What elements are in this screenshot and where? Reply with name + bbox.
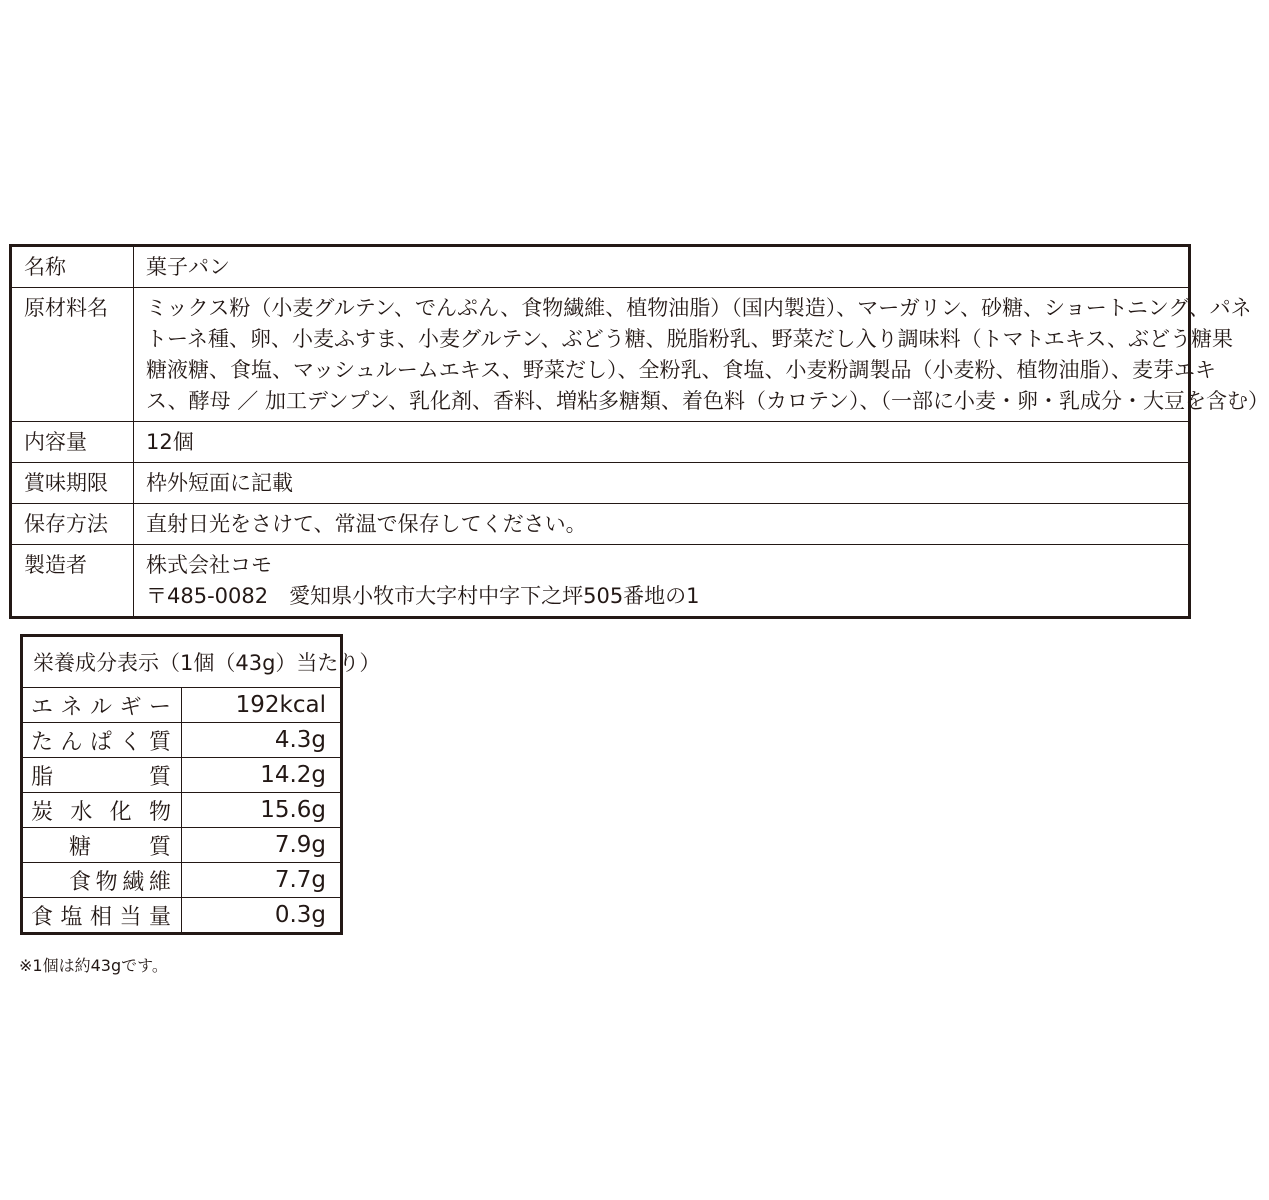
nutrition-row-fat	[22, 758, 342, 793]
nutrient-value: 14.2g	[182, 758, 342, 793]
nutrient-value: 0.3g	[182, 898, 342, 934]
nutrition-row-sugar	[22, 828, 342, 863]
nutrition-row-protein	[22, 723, 342, 758]
info-row-storage	[11, 504, 1190, 545]
maker-label: 製造者	[11, 545, 134, 618]
nutrient-value: 192kcal	[182, 688, 342, 723]
nutrient-label: 食塩相当量	[22, 898, 182, 934]
info-row-maker	[11, 545, 1190, 618]
nutrient-label: 炭水化物	[22, 793, 182, 828]
storage-label: 保存方法	[11, 504, 134, 545]
info-row-expiry	[11, 463, 1190, 504]
info-row-ingredients	[11, 288, 1190, 422]
nutrient-value: 15.6g	[182, 793, 342, 828]
content-value: 12個	[134, 422, 1190, 463]
nutrition-title: 栄養成分表示（1個（43g）当たり）	[22, 636, 342, 688]
content-label: 内容量	[11, 422, 134, 463]
nutrient-label: 食物繊維	[22, 863, 182, 898]
nutrient-value: 7.9g	[182, 828, 342, 863]
nutrition-row-energy	[22, 688, 342, 723]
ingredients-line: ミックス粉（小麦グルテン、でんぷん、食物繊維、植物油脂）（国内製造）、マーガリン、砂糖、ショートニング、パネ	[146, 296, 1252, 320]
nutrition-row-salt	[22, 898, 342, 934]
maker-company: 株式会社コモ	[146, 553, 272, 577]
storage-value: 直射日光をさけて、常温で保存してください。	[134, 504, 1190, 545]
info-row-name	[11, 246, 1190, 288]
ingredients-label: 原材料名	[11, 288, 134, 422]
name-label: 名称	[11, 246, 134, 288]
nutrient-value: 7.7g	[182, 863, 342, 898]
nutrition-row-carbohydrate	[22, 793, 342, 828]
ingredients-value	[134, 288, 1269, 422]
nutrient-label: エネルギー	[22, 688, 182, 723]
ingredients-line: 糖液糖、食塩、マッシュルームエキス、野菜だし）、全粉乳、食塩、小麦粉調製品（小麦粉、植物油脂）、麦芽エキ	[146, 358, 1216, 382]
nutrient-label: 脂質	[22, 758, 182, 793]
expiry-value: 枠外短面に記載	[134, 463, 1190, 504]
maker-address: 〒485-0082 愛知県小牧市大字村中字下之坪505番地の1	[146, 584, 700, 608]
nutrient-label: たんぱく質	[22, 723, 182, 758]
ingredients-line: ス、酵母 ／ 加工デンプン、乳化剤、香料、増粘多糖類、着色料（カロテン）、（一部に小麦・卵・乳成分・大豆を含む）	[146, 389, 1269, 413]
nutrition-footnote: ※1個は約43gです。	[19, 956, 168, 975]
nutrient-label: 糖質	[22, 828, 182, 863]
info-row-content	[11, 422, 1190, 463]
nutrition-row-fiber	[22, 863, 342, 898]
nutrition-header-row	[22, 636, 342, 688]
nutrient-value: 4.3g	[182, 723, 342, 758]
product-info-table	[9, 244, 1269, 619]
expiry-label: 賞味期限	[11, 463, 134, 504]
name-value: 菓子パン	[134, 246, 1190, 288]
ingredients-line: トーネ種、卵、小麦ふすま、小麦グルテン、ぶどう糖、脱脂粉乳、野菜だし入り調味料（トマトエキス、ぶどう糖果	[146, 327, 1233, 351]
maker-value	[134, 545, 1190, 618]
nutrition-table	[20, 634, 381, 935]
